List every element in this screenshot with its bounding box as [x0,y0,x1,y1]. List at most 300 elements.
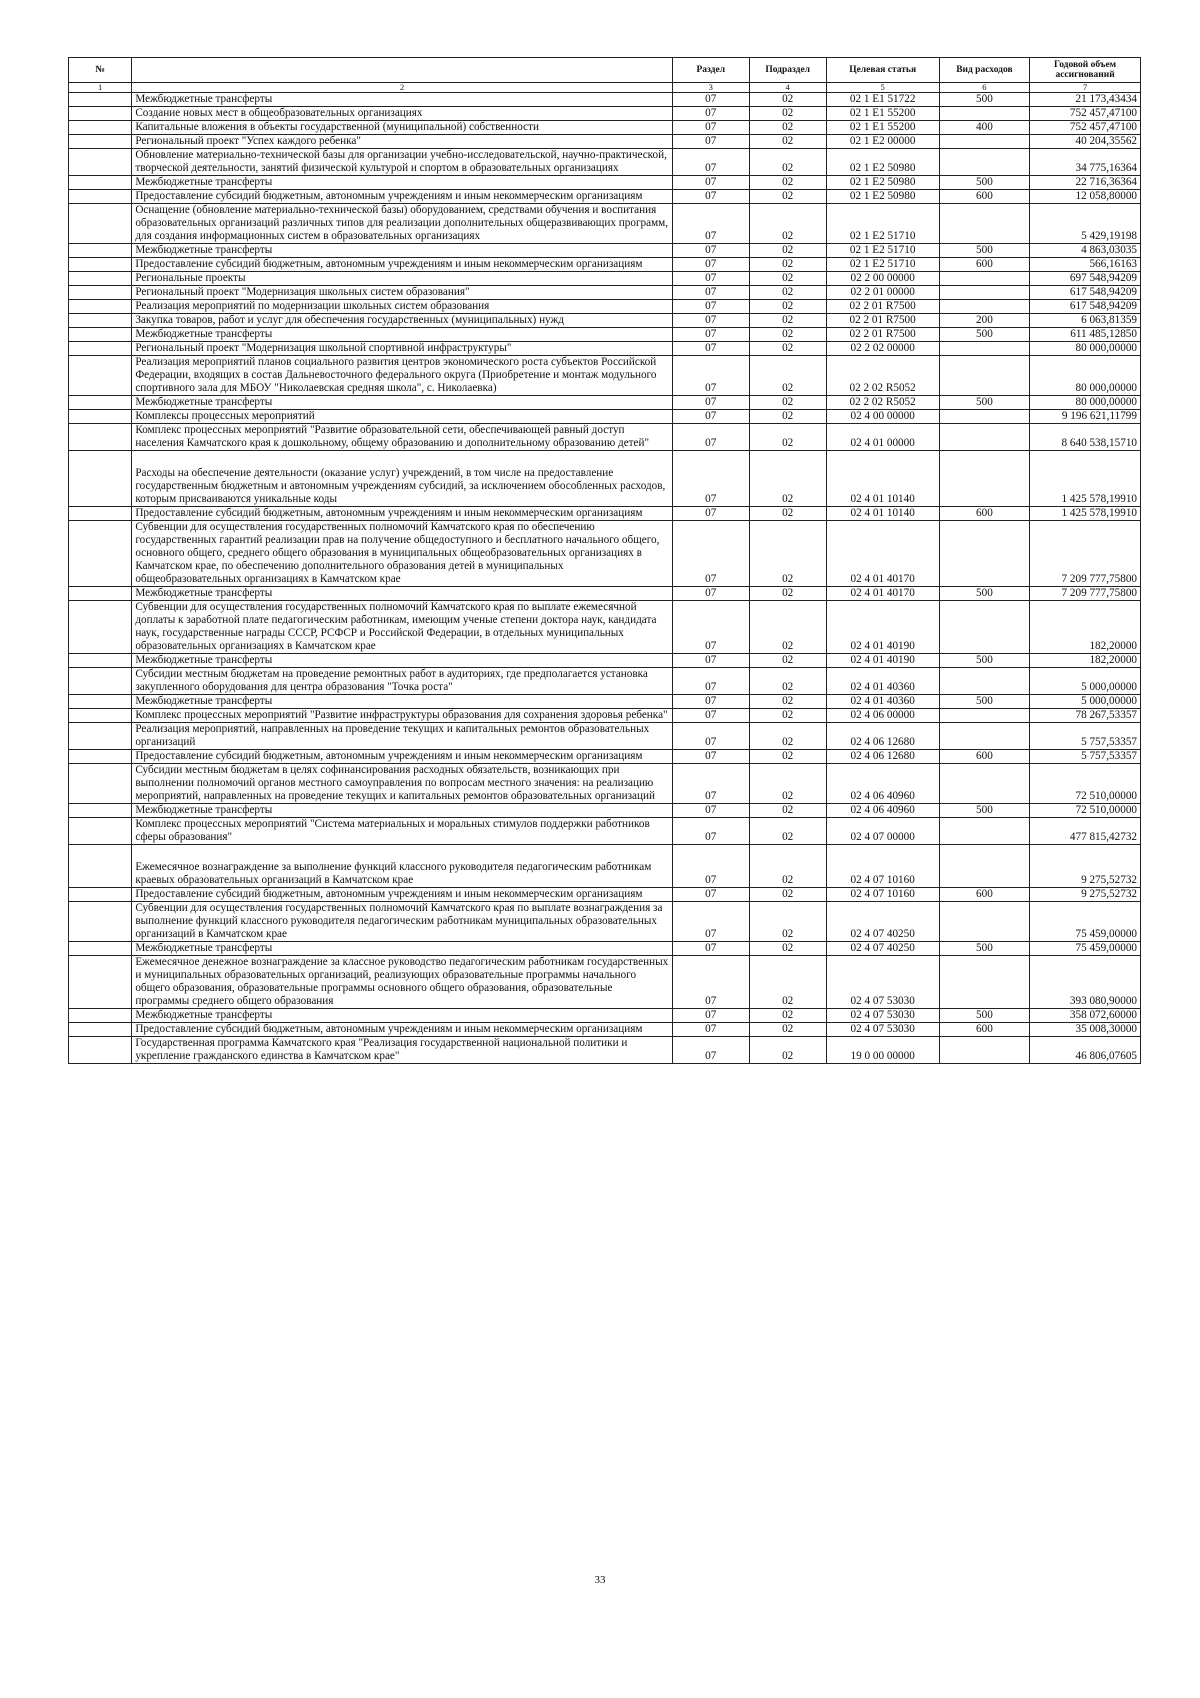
table-row [69,149,1141,176]
table-row [69,507,1141,521]
row-number [69,764,132,804]
row-vid [939,956,1029,1009]
row-name: Ежемесячное вознаграждение за выполнение функций классного руководителя педагогическим работникам краевых образовательных организаций в Камчатском крае [132,845,673,888]
row-razdel: 07 [672,695,749,709]
row-podrazdel: 02 [749,107,826,121]
row-vid [939,410,1029,424]
row-vid [939,764,1029,804]
row-amount: 80 000,00000 [1030,396,1141,410]
row-statya: 02 4 01 10140 [826,451,939,507]
row-podrazdel: 02 [749,204,826,244]
table-row [69,93,1141,107]
row-statya: 02 4 01 00000 [826,424,939,451]
row-name: Межбюджетные трансферты [132,942,673,956]
row-vid [939,1037,1029,1064]
table-row [69,356,1141,396]
column-number: 5 [826,83,939,93]
row-vid: 600 [939,888,1029,902]
row-podrazdel: 02 [749,190,826,204]
row-name: Предоставление субсидий бюджетным, автономным учреждениям и иным некоммерческим организациям [132,750,673,764]
row-podrazdel: 02 [749,121,826,135]
row-razdel: 07 [672,888,749,902]
row-name: Межбюджетные трансферты [132,176,673,190]
header-podrazdel: Подраздел [749,58,826,83]
row-number [69,410,132,424]
row-razdel: 07 [672,190,749,204]
row-number [69,587,132,601]
table-row [69,451,1141,507]
table-row [69,410,1141,424]
row-amount: 477 815,42732 [1030,818,1141,845]
row-razdel: 07 [672,272,749,286]
row-amount: 21 173,43434 [1030,93,1141,107]
row-podrazdel: 02 [749,942,826,956]
row-number [69,451,132,507]
row-vid: 200 [939,314,1029,328]
row-vid [939,845,1029,888]
row-number [69,93,132,107]
row-number [69,668,132,695]
row-name: Межбюджетные трансферты [132,654,673,668]
row-amount: 5 429,19198 [1030,204,1141,244]
row-number [69,601,132,654]
row-amount: 358 072,60000 [1030,1009,1141,1023]
page-number: 33 [594,1574,606,1586]
row-razdel: 07 [672,396,749,410]
row-name: Предоставление субсидий бюджетным, автономным учреждениям и иным некоммерческим организациям [132,888,673,902]
row-number [69,286,132,300]
row-statya: 02 2 01 R7500 [826,314,939,328]
table-row [69,1037,1141,1064]
row-statya: 02 4 01 10140 [826,507,939,521]
row-amount: 1 425 578,19910 [1030,507,1141,521]
row-amount: 566,16163 [1030,258,1141,272]
row-name: Ежемесячное денежное вознаграждение за классное руководство педагогическим работникам государственных и муниципальных образовательных организаций, реализующих образовательные программы начального общего образования, образовательные программы основного общего образования, образовательные программы среднего общего образования [132,956,673,1009]
row-amount: 9 275,52732 [1030,845,1141,888]
row-podrazdel: 02 [749,804,826,818]
row-statya: 02 4 07 40250 [826,942,939,956]
row-vid: 600 [939,507,1029,521]
row-podrazdel: 02 [749,1023,826,1037]
row-statya: 02 4 01 40360 [826,668,939,695]
row-name: Комплекс процессных мероприятий "Система материальных и моральных стимулов поддержки работников сферы образования" [132,818,673,845]
row-statya: 02 1 Е1 55200 [826,107,939,121]
row-podrazdel: 02 [749,521,826,587]
table-row [69,342,1141,356]
budget-table [68,57,1141,1064]
row-statya: 02 4 06 00000 [826,709,939,723]
row-amount: 5 757,53357 [1030,750,1141,764]
row-statya: 02 2 00 00000 [826,272,939,286]
row-razdel: 07 [672,956,749,1009]
row-name: Субсидии местным бюджетам на проведение ремонтных работ в аудиториях, где предполагается установка закупленного оборудования для центра образования "Точка роста" [132,668,673,695]
row-amount: 80 000,00000 [1030,356,1141,396]
row-amount: 7 209 777,75800 [1030,521,1141,587]
row-statya: 02 1 Е1 51722 [826,93,939,107]
row-statya: 02 1 Е2 50980 [826,176,939,190]
row-razdel: 07 [672,845,749,888]
row-podrazdel: 02 [749,1037,826,1064]
row-amount: 12 058,80000 [1030,190,1141,204]
row-amount: 697 548,94209 [1030,272,1141,286]
header-name [132,58,673,83]
row-number [69,942,132,956]
row-amount: 46 806,07605 [1030,1037,1141,1064]
row-statya: 02 4 01 40190 [826,601,939,654]
row-podrazdel: 02 [749,314,826,328]
row-razdel: 07 [672,601,749,654]
row-vid [939,668,1029,695]
row-amount: 393 080,90000 [1030,956,1141,1009]
row-vid [939,300,1029,314]
row-statya: 02 1 Е2 50980 [826,149,939,176]
row-number [69,521,132,587]
row-number [69,723,132,750]
table-row [69,587,1141,601]
row-statya: 02 1 Е2 00000 [826,135,939,149]
column-numbers-row [69,83,1141,93]
row-statya: 02 1 Е2 51710 [826,244,939,258]
row-vid [939,709,1029,723]
row-number [69,507,132,521]
row-razdel: 07 [672,328,749,342]
row-name: Региональный проект "Модернизация школьных систем образования" [132,286,673,300]
row-amount: 6 063,81359 [1030,314,1141,328]
row-statya: 02 4 07 10160 [826,845,939,888]
table-row [69,300,1141,314]
table-row [69,244,1141,258]
row-vid [939,107,1029,121]
row-statya: 19 0 00 00000 [826,1037,939,1064]
row-podrazdel: 02 [749,764,826,804]
row-vid [939,272,1029,286]
row-vid: 400 [939,121,1029,135]
table-row [69,804,1141,818]
row-razdel: 07 [672,121,749,135]
row-number [69,654,132,668]
row-name: Капитальные вложения в объекты государственной (муниципальной) собственности [132,121,673,135]
row-statya: 02 2 02 R5052 [826,396,939,410]
row-name: Межбюджетные трансферты [132,396,673,410]
row-name: Комплексы процессных мероприятий [132,410,673,424]
row-podrazdel: 02 [749,956,826,1009]
row-podrazdel: 02 [749,244,826,258]
row-vid [939,902,1029,942]
row-name: Межбюджетные трансферты [132,93,673,107]
row-number [69,424,132,451]
column-number: 1 [69,83,132,93]
row-name: Межбюджетные трансферты [132,695,673,709]
row-amount: 617 548,94209 [1030,300,1141,314]
row-amount: 7 209 777,75800 [1030,587,1141,601]
row-podrazdel: 02 [749,300,826,314]
row-vid [939,451,1029,507]
row-statya: 02 4 01 40360 [826,695,939,709]
row-vid [939,135,1029,149]
row-number [69,709,132,723]
row-vid: 500 [939,942,1029,956]
row-name: Межбюджетные трансферты [132,328,673,342]
row-amount: 40 204,35562 [1030,135,1141,149]
row-podrazdel: 02 [749,654,826,668]
row-number [69,204,132,244]
row-razdel: 07 [672,1009,749,1023]
table-row [69,902,1141,942]
table-row [69,723,1141,750]
row-razdel: 07 [672,244,749,258]
row-name: Субвенции для осуществления государственных полномочий Камчатского края по выплате вознаграждения за выполнение функций классного руководителя педагогическим работникам муниципальных образовательных организаций в Камчатском крае [132,902,673,942]
row-vid [939,286,1029,300]
table-row [69,709,1141,723]
row-name: Обновление материально-технической базы для организации учебно-исследовательской, научно-практической, творческой деятельности, занятий физической культурой и спортом в образовательных организациях [132,149,673,176]
row-name: Региональные проекты [132,272,673,286]
row-number [69,314,132,328]
row-statya: 02 4 07 40250 [826,902,939,942]
row-podrazdel: 02 [749,451,826,507]
row-vid [939,521,1029,587]
row-podrazdel: 02 [749,601,826,654]
row-name: Межбюджетные трансферты [132,804,673,818]
row-statya: 02 1 Е1 55200 [826,121,939,135]
row-statya: 02 2 02 00000 [826,342,939,356]
row-podrazdel: 02 [749,818,826,845]
row-razdel: 07 [672,149,749,176]
row-number [69,1009,132,1023]
row-razdel: 07 [672,507,749,521]
row-name: Создание новых мест в общеобразовательных организациях [132,107,673,121]
table-row [69,818,1141,845]
header-amount: Годовой объем ассигнований [1030,58,1141,83]
row-podrazdel: 02 [749,1009,826,1023]
row-podrazdel: 02 [749,695,826,709]
table-row [69,328,1141,342]
row-razdel: 07 [672,709,749,723]
row-razdel: 07 [672,804,749,818]
row-vid: 500 [939,176,1029,190]
row-razdel: 07 [672,451,749,507]
row-statya: 02 2 01 00000 [826,286,939,300]
row-number [69,888,132,902]
row-statya: 02 4 07 53030 [826,1023,939,1037]
row-vid [939,149,1029,176]
row-amount: 5 000,00000 [1030,668,1141,695]
row-statya: 02 4 06 40960 [826,804,939,818]
row-amount: 617 548,94209 [1030,286,1141,300]
table-row [69,424,1141,451]
header-number: № [69,58,132,83]
row-vid: 500 [939,1009,1029,1023]
row-razdel: 07 [672,942,749,956]
row-amount: 8 640 538,15710 [1030,424,1141,451]
row-razdel: 07 [672,410,749,424]
table-row [69,121,1141,135]
column-number: 3 [672,83,749,93]
row-statya: 02 1 Е2 51710 [826,258,939,272]
row-podrazdel: 02 [749,135,826,149]
row-podrazdel: 02 [749,342,826,356]
row-amount: 34 775,16364 [1030,149,1141,176]
table-row [69,396,1141,410]
table-row [69,286,1141,300]
row-razdel: 07 [672,93,749,107]
row-vid: 600 [939,750,1029,764]
row-number [69,818,132,845]
row-vid: 500 [939,587,1029,601]
row-vid [939,818,1029,845]
table-row [69,258,1141,272]
table-row [69,601,1141,654]
table-row [69,845,1141,888]
row-razdel: 07 [672,258,749,272]
row-amount: 75 459,00000 [1030,902,1141,942]
row-razdel: 07 [672,668,749,695]
row-podrazdel: 02 [749,750,826,764]
row-amount: 80 000,00000 [1030,342,1141,356]
row-vid: 600 [939,258,1029,272]
row-number [69,190,132,204]
row-podrazdel: 02 [749,845,826,888]
row-name: Расходы на обеспечение деятельности (оказание услуг) учреждений, в том числе на предоставление государственным бюджетным и автономным учреждениям субсидий, за исключением обособленных расходов, которым присваиваются уникальные коды [132,451,673,507]
row-statya: 02 4 07 53030 [826,956,939,1009]
table-row [69,204,1141,244]
row-vid [939,342,1029,356]
row-statya: 02 4 01 40190 [826,654,939,668]
row-razdel: 07 [672,135,749,149]
column-number: 6 [939,83,1029,93]
row-name: Комплекс процессных мероприятий "Развитие образовательной сети, обеспечивающей равный доступ населения Камчатского края к дошкольному, общему образованию и дополнительному образованию детей" [132,424,673,451]
row-number [69,804,132,818]
row-number [69,845,132,888]
row-name: Реализация мероприятий по модернизации школьных систем образования [132,300,673,314]
row-podrazdel: 02 [749,668,826,695]
row-razdel: 07 [672,424,749,451]
row-razdel: 07 [672,902,749,942]
row-podrazdel: 02 [749,888,826,902]
row-vid [939,204,1029,244]
row-vid: 500 [939,695,1029,709]
row-statya: 02 4 01 40170 [826,521,939,587]
row-name: Реализация мероприятий, направленных на проведение текущих и капитальных ремонтов образовательных организаций [132,723,673,750]
row-vid: 600 [939,190,1029,204]
row-podrazdel: 02 [749,424,826,451]
row-podrazdel: 02 [749,709,826,723]
row-number [69,244,132,258]
table-row [69,521,1141,587]
column-number: 4 [749,83,826,93]
row-number [69,750,132,764]
table-row [69,135,1141,149]
row-name: Закупка товаров, работ и услуг для обеспечения государственных (муниципальных) нужд [132,314,673,328]
row-podrazdel: 02 [749,396,826,410]
row-name: Региональный проект "Успех каждого ребенка" [132,135,673,149]
row-statya: 02 4 07 53030 [826,1009,939,1023]
row-podrazdel: 02 [749,149,826,176]
row-number [69,1037,132,1064]
row-name: Межбюджетные трансферты [132,587,673,601]
row-name: Предоставление субсидий бюджетным, автономным учреждениям и иным некоммерческим организациям [132,258,673,272]
row-number [69,135,132,149]
table-row [69,190,1141,204]
row-amount: 75 459,00000 [1030,942,1141,956]
row-name: Субсидии местным бюджетам в целях софинансирования расходных обязательств, возникающих при выполнении полномочий органов местного самоуправления по вопросам местного значения: на реализацию мероприятий, направленных на проведение текущих и капитальных ремонтов образовательных организаций [132,764,673,804]
table-row [69,272,1141,286]
row-vid: 500 [939,93,1029,107]
table-body [69,93,1141,1064]
table-header-row [69,58,1141,83]
row-vid: 500 [939,804,1029,818]
row-name: Реализация мероприятий планов социального развития центров экономического роста субъектов Российской Федерации, входящих в состав Дальневосточного федерального округа (Приобретение и монтаж модульного спортивного зала для МБОУ "Николаевская средняя школа", с. Николаевка) [132,356,673,396]
row-razdel: 07 [672,314,749,328]
row-name: Субвенции для осуществления государственных полномочий Камчатского края по выплате ежемесячной доплаты к заработной плате педагогическим работникам, имеющим ученые степени доктора наук, кандидата наук, государственные награды СССР, РСФСР и Российской Федерации, в отдельных муниципальных образовательных организациях в Камчатском крае [132,601,673,654]
row-name: Оснащение (обновление материально-технической базы) оборудованием, средствами обучения и воспитания образовательных организаций различных типов для реализации дополнительных общеразвивающих программ, для создания информационных систем в образовательных организациях [132,204,673,244]
row-name: Межбюджетные трансферты [132,1009,673,1023]
row-amount: 182,20000 [1030,654,1141,668]
row-amount: 22 716,36364 [1030,176,1141,190]
row-razdel: 07 [672,356,749,396]
row-number [69,149,132,176]
header-statya: Целевая статья [826,58,939,83]
row-amount: 752 457,47100 [1030,107,1141,121]
row-name: Региональный проект "Модернизация школьной спортивной инфраструктуры" [132,342,673,356]
row-podrazdel: 02 [749,328,826,342]
row-razdel: 07 [672,818,749,845]
row-razdel: 07 [672,176,749,190]
row-statya: 02 2 01 R7500 [826,328,939,342]
row-vid: 500 [939,244,1029,258]
row-vid [939,601,1029,654]
row-number [69,342,132,356]
row-name: Межбюджетные трансферты [132,244,673,258]
row-amount: 752 457,47100 [1030,121,1141,135]
row-number [69,1023,132,1037]
table-row [69,695,1141,709]
row-number [69,695,132,709]
row-number [69,107,132,121]
row-number [69,356,132,396]
row-razdel: 07 [672,1023,749,1037]
row-statya: 02 4 06 12680 [826,723,939,750]
row-amount: 1 425 578,19910 [1030,451,1141,507]
row-vid [939,723,1029,750]
table-row [69,942,1141,956]
row-vid: 600 [939,1023,1029,1037]
row-statya: 02 2 01 R7500 [826,300,939,314]
row-number [69,121,132,135]
table-row [69,956,1141,1009]
row-amount: 5 000,00000 [1030,695,1141,709]
table-row [69,1009,1141,1023]
row-podrazdel: 02 [749,286,826,300]
row-vid [939,356,1029,396]
row-razdel: 07 [672,300,749,314]
row-amount: 5 757,53357 [1030,723,1141,750]
row-razdel: 07 [672,750,749,764]
table-row [69,314,1141,328]
row-vid: 500 [939,654,1029,668]
row-name: Комплекс процессных мероприятий "Развитие инфраструктуры образования для сохранения здоровья ребенка" [132,709,673,723]
row-statya: 02 4 07 10160 [826,888,939,902]
row-podrazdel: 02 [749,587,826,601]
row-vid: 500 [939,396,1029,410]
table-row [69,107,1141,121]
header-razdel: Раздел [672,58,749,83]
row-razdel: 07 [672,107,749,121]
row-razdel: 07 [672,204,749,244]
table-row [69,888,1141,902]
row-podrazdel: 02 [749,356,826,396]
row-statya: 02 4 01 40170 [826,587,939,601]
row-name: Предоставление субсидий бюджетным, автономным учреждениям и иным некоммерческим организациям [132,190,673,204]
